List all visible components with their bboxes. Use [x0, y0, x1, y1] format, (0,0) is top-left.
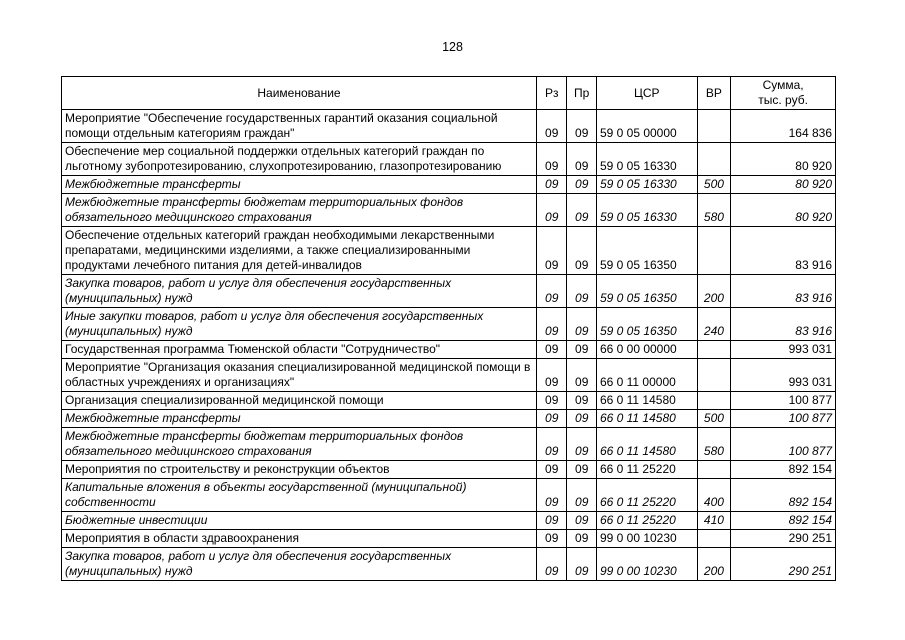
cell-sum: 100 877 — [731, 428, 836, 461]
cell-rz: 09 — [536, 410, 567, 428]
cell-rz: 09 — [536, 461, 567, 479]
cell-sum: 892 154 — [731, 461, 836, 479]
cell-vr — [697, 143, 731, 176]
header-vr: ВР — [697, 77, 731, 110]
cell-rz: 09 — [536, 275, 567, 308]
cell-csr: 66 0 11 25220 — [596, 512, 697, 530]
cell-csr: 59 0 05 16330 — [596, 176, 697, 194]
table-row — [62, 227, 836, 275]
cell-csr: 59 0 05 16330 — [596, 143, 697, 176]
cell-csr: 59 0 05 16330 — [596, 194, 697, 227]
table-row — [62, 530, 836, 548]
cell-pr: 09 — [567, 110, 596, 143]
header-csr: ЦСР — [596, 77, 697, 110]
cell-name: Межбюджетные трансферты — [62, 176, 537, 194]
table-header-row — [62, 77, 836, 110]
cell-name: Организация специализированной медицинской помощи — [62, 392, 537, 410]
cell-vr: 240 — [697, 308, 731, 341]
cell-sum: 100 877 — [731, 392, 836, 410]
page-number: 128 — [442, 40, 463, 54]
cell-rz: 09 — [536, 512, 567, 530]
cell-rz: 09 — [536, 392, 567, 410]
cell-pr: 09 — [567, 143, 596, 176]
cell-name: Иные закупки товаров, работ и услуг для обеспечения государственных (муниципальных) нужд — [62, 308, 537, 341]
cell-sum: 892 154 — [731, 512, 836, 530]
cell-vr: 580 — [697, 194, 731, 227]
cell-vr: 580 — [697, 428, 731, 461]
cell-rz: 09 — [536, 479, 567, 512]
cell-name: Государственная программа Тюменской области "Сотрудничество" — [62, 341, 537, 359]
cell-csr: 66 0 00 00000 — [596, 341, 697, 359]
cell-pr: 09 — [567, 428, 596, 461]
cell-rz: 09 — [536, 176, 567, 194]
cell-csr: 66 0 11 14580 — [596, 392, 697, 410]
header-rz: Рз — [536, 77, 567, 110]
cell-vr — [697, 461, 731, 479]
table-row — [62, 512, 836, 530]
cell-name: Закупка товаров, работ и услуг для обеспечения государственных (муниципальных) нужд — [62, 275, 537, 308]
cell-pr: 09 — [567, 392, 596, 410]
table-row — [62, 461, 836, 479]
cell-pr: 09 — [567, 176, 596, 194]
cell-sum: 83 916 — [731, 308, 836, 341]
cell-pr: 09 — [567, 410, 596, 428]
header-pr: Пр — [567, 77, 596, 110]
cell-sum: 993 031 — [731, 359, 836, 392]
cell-vr — [697, 392, 731, 410]
cell-pr: 09 — [567, 359, 596, 392]
cell-csr: 59 0 05 16350 — [596, 227, 697, 275]
cell-csr: 59 0 05 00000 — [596, 110, 697, 143]
cell-sum: 892 154 — [731, 479, 836, 512]
cell-vr: 410 — [697, 512, 731, 530]
table-row — [62, 359, 836, 392]
cell-pr: 09 — [567, 227, 596, 275]
table-row — [62, 479, 836, 512]
budget-table — [61, 76, 836, 581]
cell-sum: 993 031 — [731, 341, 836, 359]
cell-vr — [697, 110, 731, 143]
table-row — [62, 275, 836, 308]
cell-csr: 59 0 05 16350 — [596, 308, 697, 341]
cell-pr: 09 — [567, 461, 596, 479]
cell-rz: 09 — [536, 194, 567, 227]
cell-rz: 09 — [536, 530, 567, 548]
table-row — [62, 428, 836, 461]
cell-name: Обеспечение отдельных категорий граждан необходимыми лекарственными препаратами, медицинскими изделиями, а также специализированными продуктами лечебного питания для детей-инвалидов — [62, 227, 537, 275]
cell-rz: 09 — [536, 341, 567, 359]
cell-vr — [697, 227, 731, 275]
cell-csr: 66 0 11 25220 — [596, 461, 697, 479]
cell-pr: 09 — [567, 341, 596, 359]
table-row — [62, 176, 836, 194]
cell-csr: 66 0 11 14580 — [596, 410, 697, 428]
cell-csr: 66 0 11 00000 — [596, 359, 697, 392]
cell-vr: 500 — [697, 410, 731, 428]
table-row — [62, 143, 836, 176]
cell-name: Мероприятия в области здравоохранения — [62, 530, 537, 548]
cell-sum: 83 916 — [731, 227, 836, 275]
cell-pr: 09 — [567, 548, 596, 581]
cell-name: Бюджетные инвестиции — [62, 512, 537, 530]
table-row — [62, 110, 836, 143]
table-row — [62, 392, 836, 410]
cell-rz: 09 — [536, 143, 567, 176]
cell-vr: 500 — [697, 176, 731, 194]
table-row — [62, 548, 836, 581]
cell-csr: 66 0 11 25220 — [596, 479, 697, 512]
header-sum-line1: Сумма, — [762, 78, 804, 92]
cell-csr: 66 0 11 14580 — [596, 428, 697, 461]
cell-name: Межбюджетные трансферты бюджетам территориальных фондов обязательного медицинского страхования — [62, 428, 537, 461]
cell-name: Межбюджетные трансферты бюджетам территориальных фондов обязательного медицинского страхования — [62, 194, 537, 227]
cell-pr: 09 — [567, 275, 596, 308]
cell-vr: 200 — [697, 548, 731, 581]
cell-rz: 09 — [536, 227, 567, 275]
cell-rz: 09 — [536, 548, 567, 581]
cell-sum: 100 877 — [731, 410, 836, 428]
cell-vr — [697, 359, 731, 392]
header-sum-line2: тыс. руб. — [758, 93, 808, 107]
cell-pr: 09 — [567, 512, 596, 530]
cell-vr — [697, 341, 731, 359]
cell-pr: 09 — [567, 194, 596, 227]
cell-name: Мероприятия по строительству и реконструкции объектов — [62, 461, 537, 479]
cell-rz: 09 — [536, 110, 567, 143]
header-name: Наименование — [62, 77, 537, 110]
cell-csr: 59 0 05 16350 — [596, 275, 697, 308]
cell-rz: 09 — [536, 428, 567, 461]
cell-rz: 09 — [536, 359, 567, 392]
cell-name: Мероприятие "Организация оказания специализированной медицинской помощи в областных учреждениях и организациях" — [62, 359, 537, 392]
table-row — [62, 410, 836, 428]
cell-rz: 09 — [536, 308, 567, 341]
table-row — [62, 194, 836, 227]
table-row — [62, 341, 836, 359]
cell-vr: 400 — [697, 479, 731, 512]
cell-pr: 09 — [567, 479, 596, 512]
cell-vr — [697, 530, 731, 548]
cell-pr: 09 — [567, 308, 596, 341]
cell-sum: 80 920 — [731, 143, 836, 176]
cell-name: Закупка товаров, работ и услуг для обеспечения государственных (муниципальных) нужд — [62, 548, 537, 581]
cell-name: Мероприятие "Обеспечение государственных гарантий оказания социальной помощи отдельным категориям граждан" — [62, 110, 537, 143]
cell-sum: 80 920 — [731, 194, 836, 227]
cell-sum: 290 251 — [731, 548, 836, 581]
header-sum — [731, 77, 836, 110]
cell-sum: 290 251 — [731, 530, 836, 548]
cell-vr: 200 — [697, 275, 731, 308]
table-row — [62, 308, 836, 341]
cell-sum: 83 916 — [731, 275, 836, 308]
cell-name: Капитальные вложения в объекты государственной (муниципальной) собственности — [62, 479, 537, 512]
cell-sum: 80 920 — [731, 176, 836, 194]
cell-csr: 99 0 00 10230 — [596, 548, 697, 581]
cell-csr: 99 0 00 10230 — [596, 530, 697, 548]
cell-pr: 09 — [567, 530, 596, 548]
cell-name: Межбюджетные трансферты — [62, 410, 537, 428]
cell-name: Обеспечение мер социальной поддержки отдельных категорий граждан по льготному зубопротезированию, слухопротезированию, глазопротезированию — [62, 143, 537, 176]
cell-sum: 164 836 — [731, 110, 836, 143]
